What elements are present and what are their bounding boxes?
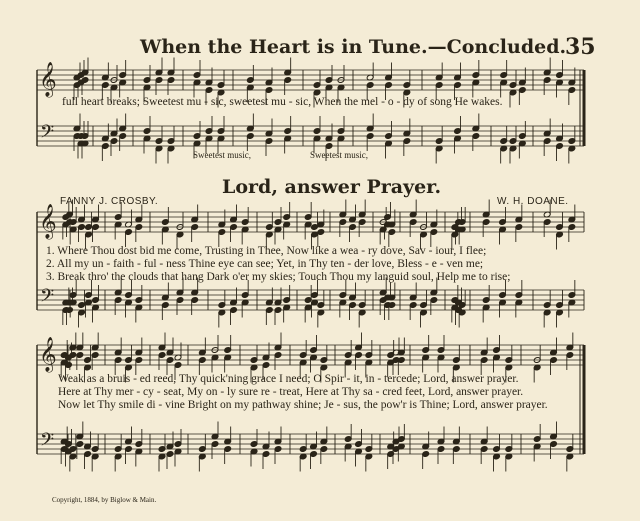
hymn-title: Lord, answer Prayer. (222, 176, 442, 198)
system2-verse-1: 1. Where Thou dost bid me come, Trusting in Thee, Now like a wea - ry dove, Sav - iour, I flee; (46, 245, 487, 257)
system2-verse-2: 2. All my un - faith - ful - ness Thine eye can see; Yet, in Thy ten - der love, Bless - e - ven me; (46, 258, 484, 270)
hymn-composer: W. H. DOANE. (497, 196, 569, 207)
bass-words-2: Sweetest music, (310, 150, 368, 160)
treble-clef: 𝄞 (39, 62, 57, 97)
page-title: When the Heart is in Tune.—Concluded. (140, 36, 567, 58)
system3-verse-1: Weak as a bruis - ed reed, Thy quick'ning grace I need; O Spir - it, in - tercede; Lord, answer prayer. (58, 373, 519, 385)
treble-clef: 𝄞 (39, 204, 57, 239)
bass-clef: 𝄢 (40, 122, 55, 147)
system2-verse-3: 3. Break thro' the clouds that hang Dark o'er my skies; Touch Thou my languid soul, Help me to rise; (46, 271, 511, 283)
system3-verse-2: Here at Thy mer - cy - seat, My on - ly sure re - treat, Here at Thy sa - cred feet, Lord, answer prayer. (58, 386, 524, 398)
bass-clef: 𝄢 (40, 286, 55, 311)
bass-words-1: Sweetest music, (193, 150, 251, 160)
system3-verse-3: Now let Thy smile di - vine Bright on my pathway shine; Je - sus, the pow'r is Thine; Lord, answer prayer. (58, 399, 548, 411)
system1-lyrics: full heart breaks; Sweetest mu - sic, sweetest mu - sic, When the mel - o - dy of song He wakes. (62, 96, 503, 108)
copyright-notice: Copyright, 1884, by Biglow & Main. (52, 496, 157, 504)
treble-clef: 𝄞 (39, 337, 57, 372)
page-number: 35 (565, 34, 596, 60)
hymn-author: FANNY J. CROSBY. (60, 196, 159, 207)
bass-clef: 𝄢 (40, 430, 55, 455)
